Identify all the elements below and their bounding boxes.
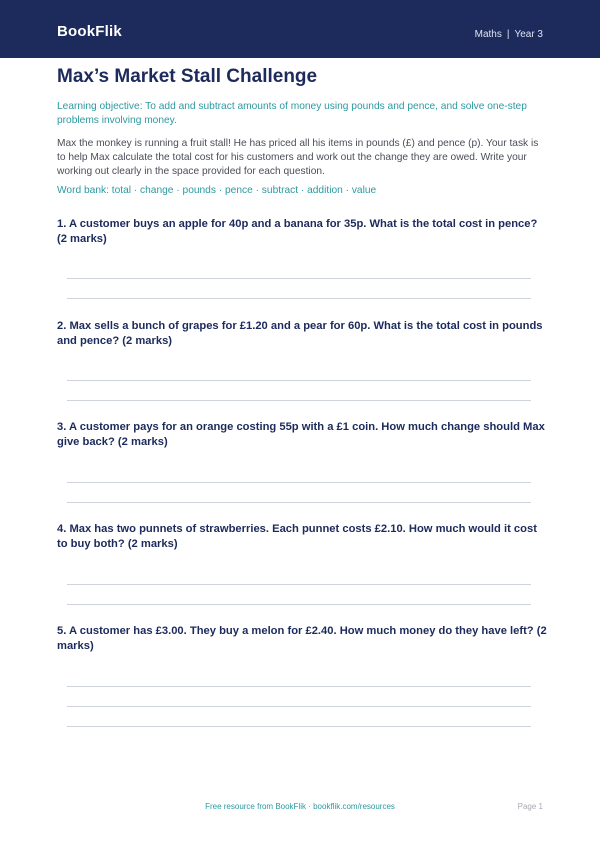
question-2: 2. Max sells a bunch of grapes for £1.20 and a pear for 60p. What is the total cost in pounds and pence? (2 marks) <box>57 320 543 347</box>
answer-line[interactable] <box>67 584 531 585</box>
answer-line[interactable] <box>67 278 531 279</box>
question-1: 1. A customer buys an apple for 40p and a banana for 35p. What is the total cost in pence? (2 marks) <box>57 218 538 245</box>
answer-line[interactable] <box>67 502 531 503</box>
footer-resource-link[interactable]: Free resource from BookFlik · bookflik.com/resources <box>205 802 395 811</box>
word-bank: Word bank: total · change · pounds · pence · subtract · addition · value <box>57 185 377 196</box>
answer-line[interactable] <box>67 298 531 299</box>
subject-year-label <box>475 29 543 40</box>
answer-line[interactable] <box>67 604 531 605</box>
header-bar <box>0 0 600 58</box>
separator: | <box>506 29 510 40</box>
question-4: 4. Max has two punnets of strawberries. Each punnet costs £2.10. How much would it cost to buy both? (2 marks) <box>57 523 537 550</box>
year-label: Year 3 <box>514 29 543 40</box>
question-3: 3. A customer pays for an orange costing 55p with a £1 coin. How much change should Max give back? (2 marks) <box>57 421 545 448</box>
page-number: Page 1 <box>517 802 543 811</box>
worksheet-title: Max’s Market Stall Challenge <box>57 66 318 87</box>
question-5: 5. A customer has £3.00. They buy a melon for £2.40. How much money do they have left? (2 marks) <box>57 625 547 652</box>
answer-line[interactable] <box>67 686 531 687</box>
answer-line[interactable] <box>67 706 531 707</box>
answer-line[interactable] <box>67 482 531 483</box>
answer-line[interactable] <box>67 726 531 727</box>
brand-logo: BookFlik <box>57 23 122 40</box>
subject-label: Maths <box>474 29 502 40</box>
answer-line[interactable] <box>67 400 531 401</box>
answer-line[interactable] <box>67 380 531 381</box>
learning-objective: Learning objective: To add and subtract amounts of money using pounds and pence, and solve one-step problems involving money. <box>57 101 527 126</box>
intro-paragraph: Max the monkey is running a fruit stall! He has priced all his items in pounds (£) and pence (p). Your task is to help Max calculate the total cost for his customers and work out the change they are owed. Write your working out clearly in the space provided for each question. <box>57 138 539 177</box>
